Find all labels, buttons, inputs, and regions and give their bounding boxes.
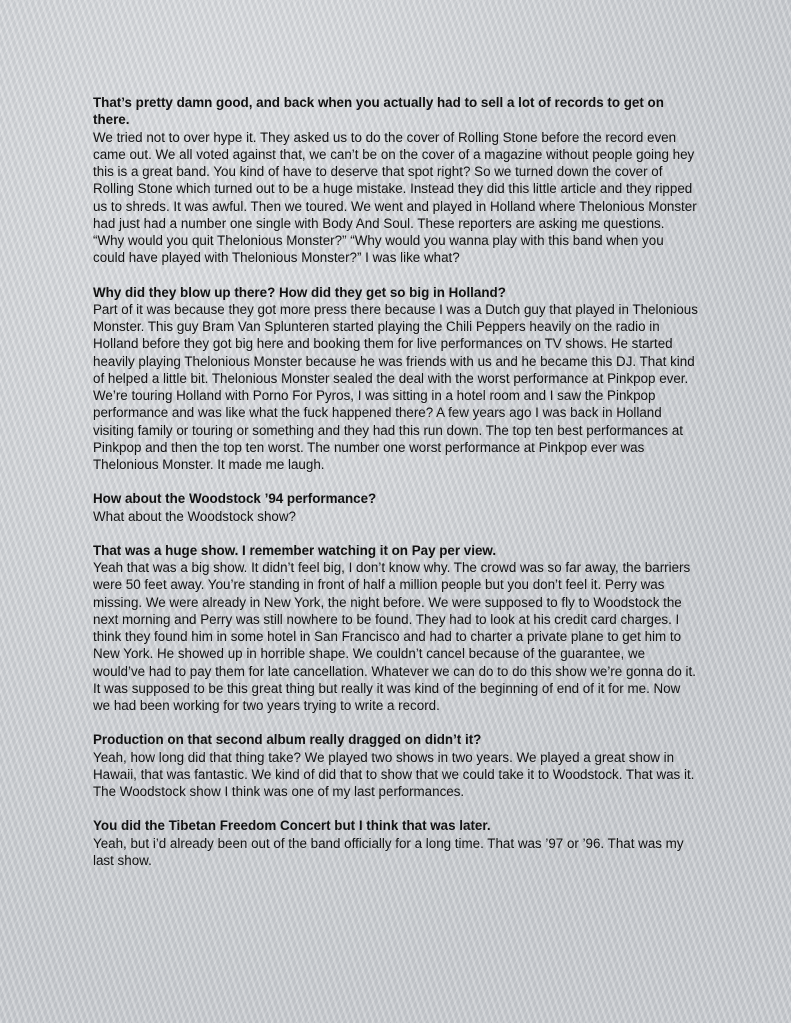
answer: Yeah, how long did that thing take? We played two shows in two years. We played a great show in Hawaii, that was fantastic. We kind of did that to show that we could take it to Woodstock. That was it. The Woodstock show I think was one of my last performances. [93,749,695,799]
answer: We tried not to over hype it. They asked us to do the cover of Rolling Stone before the record even came out. We all voted against that, we can’t be on the cover of a magazine without people going hey this is a great band. You kind of have to deserve that spot right? So we turned down the cover of Rolling Stone which turned out to be a huge mistake. Instead they did this little article and they ripped us to shreds. It was awful. Then we toured. We went and played in Holland where Thelonious Monster had just had a number one single with Body And Soul. These reporters are asking me questions. “Why would you quit Thelonious Monster?” “Why would you wanna play with this band when you could have played with Thelonious Monster?” I was like what? [93,129,697,266]
question: How about the Woodstock ’94 performance? [93,491,377,507]
question: That was a huge show. I remember watching it on Pay per view. [93,542,497,558]
answer: Yeah, but i’d already been out of the band officially for a long time. That was ’97 or ’96. That was my last show. [93,835,684,868]
question: You did the Tibetan Freedom Concert but I think that was later. [93,818,491,834]
qa-section [93,490,698,525]
qa-section [93,94,698,267]
qa-section [93,731,698,800]
question: Why did they blow up there? How did they get so big in Holland? [93,284,506,300]
answer: What about the Woodstock show? [93,508,296,524]
qa-section [93,542,698,715]
question: That’s pretty damn good, and back when you actually had to sell a lot of records to get on there. [93,95,664,128]
qa-section [93,284,698,474]
qa-section [93,817,698,869]
answer: Part of it was because they got more press there because I was a Dutch guy that played in Thelonious Monster. This guy Bram Van Splunteren started playing the Chili Peppers heavily on the radio in Holland before they got big here and booking them for live performances on TV shows. He started heavily playing Thelonious Monster because he was friends with us and he became this DJ. That kind of helped a little bit. Thelonious Monster sealed the deal with the worst performance at Pinkpop ever. We’re touring Holland with Porno For Pyros, I was sitting in a hotel room and I saw the Pinkpop performance and was like what the fuck happened there? A few years ago I was back in Holland visiting family or touring or something and they had this run down. The top ten best performances at Pinkpop and then the top ten worst. The number one worst performance at Pinkpop ever was Thelonious Monster. It made me laugh. [93,301,698,472]
answer: Yeah that was a big show. It didn’t feel big, I don’t know why. The crowd was so far away, the barriers were 50 feet away. You’re standing in front of half a million people but you don’t feel it. Perry was missing. We were already in New York, the night before. We were supposed to fly to Woodstock the next morning and Perry was still nowhere to be found. They had to look at his credit card charges. I think they found him in some hotel in San Francisco and had to charter a private plane to get him to New York. He showed up in horrible shape. We couldn’t cancel because of the guarantee, we would’ve had to pay them for late cancellation. Whatever we can do to do this show we’re gonna do it. It was supposed to be this great thing but really it was kind of the beginning of end of it for me. Now we had been working for two years trying to write a record. [93,560,696,713]
interview-page [93,94,698,886]
question: Production on that second album really dragged on didn’t it? [93,732,482,748]
